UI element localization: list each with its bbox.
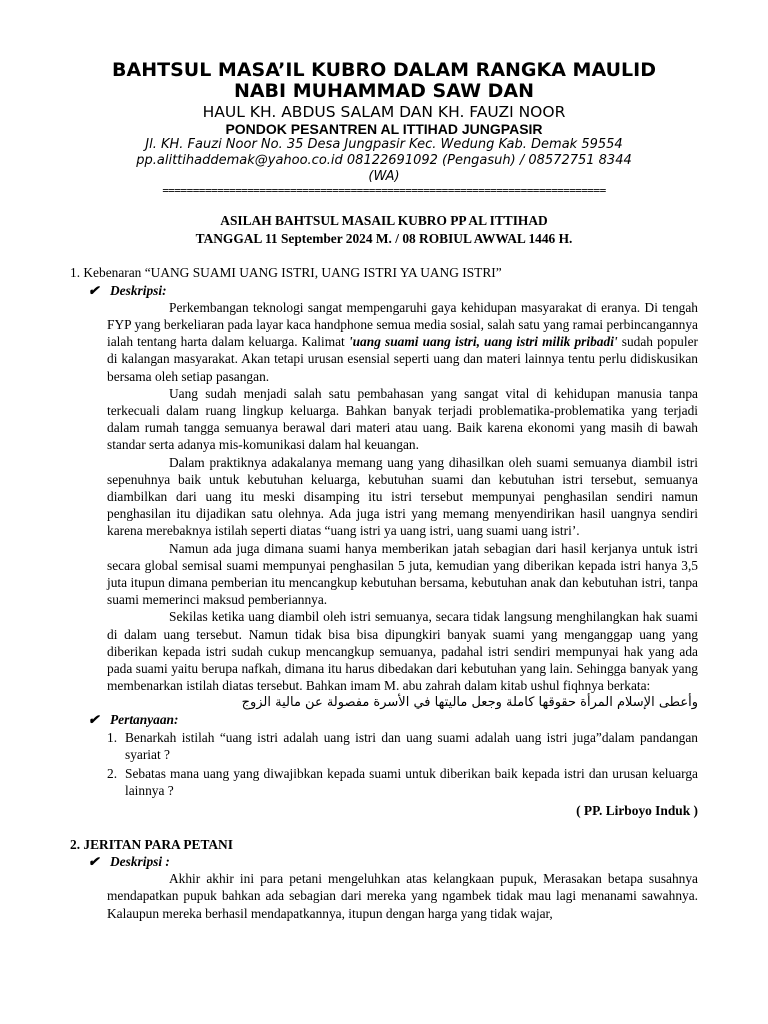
- question-list: [107, 729, 698, 800]
- document-page: [70, 60, 698, 922]
- title-line-1: BAHTSUL MASA’IL KUBRO DALAM RANGKA MAULID: [112, 59, 656, 81]
- divider: =========================================================================: [162, 185, 606, 197]
- doc-date: TANGGAL 11 September 2024 M. / 08 ROBIUL AWWAL 1446 H.: [195, 231, 573, 247]
- paragraph-5: Sekilas ketika uang diambil oleh istri semuanya, secara tidak langsung menghilangkan hak suami di dalam uang tersebut. Namun tidak bisa bisa dipungkiri banyak suami yang menganggap uang yang diberikan kepada istri sudah cukup mencangkup semuanya, padahal istri sendiri mempunyai hak yang ada pada suami yaitu berupa nafkah, dimana itu harus dibedakan dari kebutuhan yang lain. Sehingga banyak yang membenarkan istilah diatas tersebut. Bahkan imam M. abu zahrah dalam kitab ushul fiqhnya berkata:: [107, 609, 698, 694]
- question-number: 2.: [107, 766, 118, 782]
- address: Jl. KH. Fauzi Noor No. 35 Desa Jungpasir Kec. Wedung Kab. Demak 59554: [145, 137, 623, 152]
- question-label: Pertanyaan:: [110, 712, 179, 728]
- section-2-title: 2. JERITAN PARA PETANI: [70, 836, 233, 852]
- contact-line: [70, 153, 698, 169]
- question-item: [107, 729, 698, 763]
- section-1-title: 1. Kebenaran “UANG SUAMI UANG ISTRI, UANG ISTRI YA UANG ISTRI”: [70, 265, 502, 281]
- paragraph-2: Uang sudah menjadi salah satu pembahasan yang sangat vital di kehidupan manusia tanpa terkecuali dalam ruang lingkup keluarga. Bahkan banyak terjadi problematika-problematika yang terjadi dalam rumah tangga semuanya berawal dari materi atau uang. Baik karena ekonomi yang masih di bawah standar serta adanya mis-komunikasi dalam hal keuangan.: [107, 385, 698, 453]
- description-label: Deskripsi:: [110, 282, 167, 298]
- section-2: [70, 836, 698, 922]
- paragraph-4: Namun ada juga dimana suami hanya memberikan jatah sebagian dari hasil kerjanya untuk istri secara global semisal suami mempunyai penghasilan 5 juta, kemudian yang diberikan kepada istri hanya 3,5 juta itupun dimana pemberian itu mencangkup kebutuhan bersama, kebutuhan anak dan kebutuhan istri, tanpa suami memerinci maksud pemberiannya.: [107, 540, 698, 608]
- paragraph-1-text-b: sudah populer di kalangan masyarakat. Akan tetapi urusan esensial seperti uang dan materi lainnya tentu perlu didiskusikan bersama oleh setiap pasangan.: [107, 334, 698, 384]
- description-label: Deskripsi :: [110, 853, 170, 869]
- letterhead: [70, 60, 698, 197]
- subtitle: HAUL KH. ABDUS SALAM DAN KH. FAUZI NOOR: [202, 103, 566, 121]
- question-item: [107, 765, 698, 799]
- paragraph-1-emphasis: 'uang suami uang istri, uang istri milik pribadi': [348, 334, 618, 350]
- email-text: pp.alittihaddemak@yahoo.co.id 08122691092 (Pengasuh) / 08572751 8344: [136, 153, 632, 168]
- question-text: Sebatas mana uang yang diwajibkan kepada suami untuk diberikan baik kepada istri dan urusan keluarga lainnya ?: [125, 766, 698, 799]
- section-1: [70, 264, 698, 818]
- source-note: ( PP. Lirboyo Induk ): [576, 802, 698, 818]
- question-number: 1.: [107, 729, 118, 745]
- arabic-quote: وأعطى الإسلام المرأة حقوقها كاملة وجعل ماليتها في الأسرة مفصولة عن مالية الزوج: [241, 695, 698, 711]
- description-label-row: [88, 282, 698, 299]
- paragraph-3: Dalam praktiknya adakalanya memang uang yang dihasilkan oleh suami semuanya diambil istri sepenuhnya baik untuk kebutuhan keluarga, kebutuhan suami dan kebutuhan istri tersebut, semuanya diambilkan dari uang itu meski disamping itu istri tersebut mempunyai penghasilan sendiri namun penghasilan itu dijadikan satu olehnya. Ada juga istri yang memang menyendirikan hasil uangnya sendiri karena merebaknya istilah seperti diatas “uang istri ya uang istri, uang suami uang istri’.: [107, 454, 698, 539]
- check-icon: ✔: [88, 282, 100, 298]
- description-label-row: [88, 853, 698, 870]
- check-icon: ✔: [88, 712, 100, 728]
- institution-name: PONDOK PESANTREN AL ITTIHAD JUNGPASIR: [225, 121, 543, 137]
- question-text: Benarkah istilah “uang istri adalah uang istri dan uang suami adalah uang istri juga”dalam pandangan syariat ?: [125, 729, 698, 762]
- paragraph-1-text-a: Perkembangan teknologi sangat mempengaruhi gaya kehidupan masyarakat di eranya. Di tengah FYP yang berkeliaran pada layar kaca handphone semua media sosial, salah satu yang ramai perbincangannya ialah tentang harta dalam keluarga. Kalimat: [107, 299, 698, 350]
- doc-heading: ASILAH BAHTSUL MASAIL KUBRO PP AL ITTIHAD: [220, 213, 548, 228]
- check-icon: ✔: [88, 853, 100, 869]
- paragraph-1: Akhir akhir ini para petani mengeluhkan atas kelangkaan pupuk, Merasakan betapa susahnya mendapatkan pupuk bahkan ada sebagian dari mereka yang ngambek tidak mau lagi menanami sawahnya. Kalaupun mereka berhasil mendapatkannya, itupun dengan harga yang tidak wajar,: [107, 871, 698, 921]
- question-label-row: [88, 711, 698, 728]
- title-line-2: NABI MUHAMMAD SAW DAN: [233, 80, 535, 102]
- contact-wa: (WA): [368, 169, 400, 184]
- paragraph-1: [107, 299, 698, 385]
